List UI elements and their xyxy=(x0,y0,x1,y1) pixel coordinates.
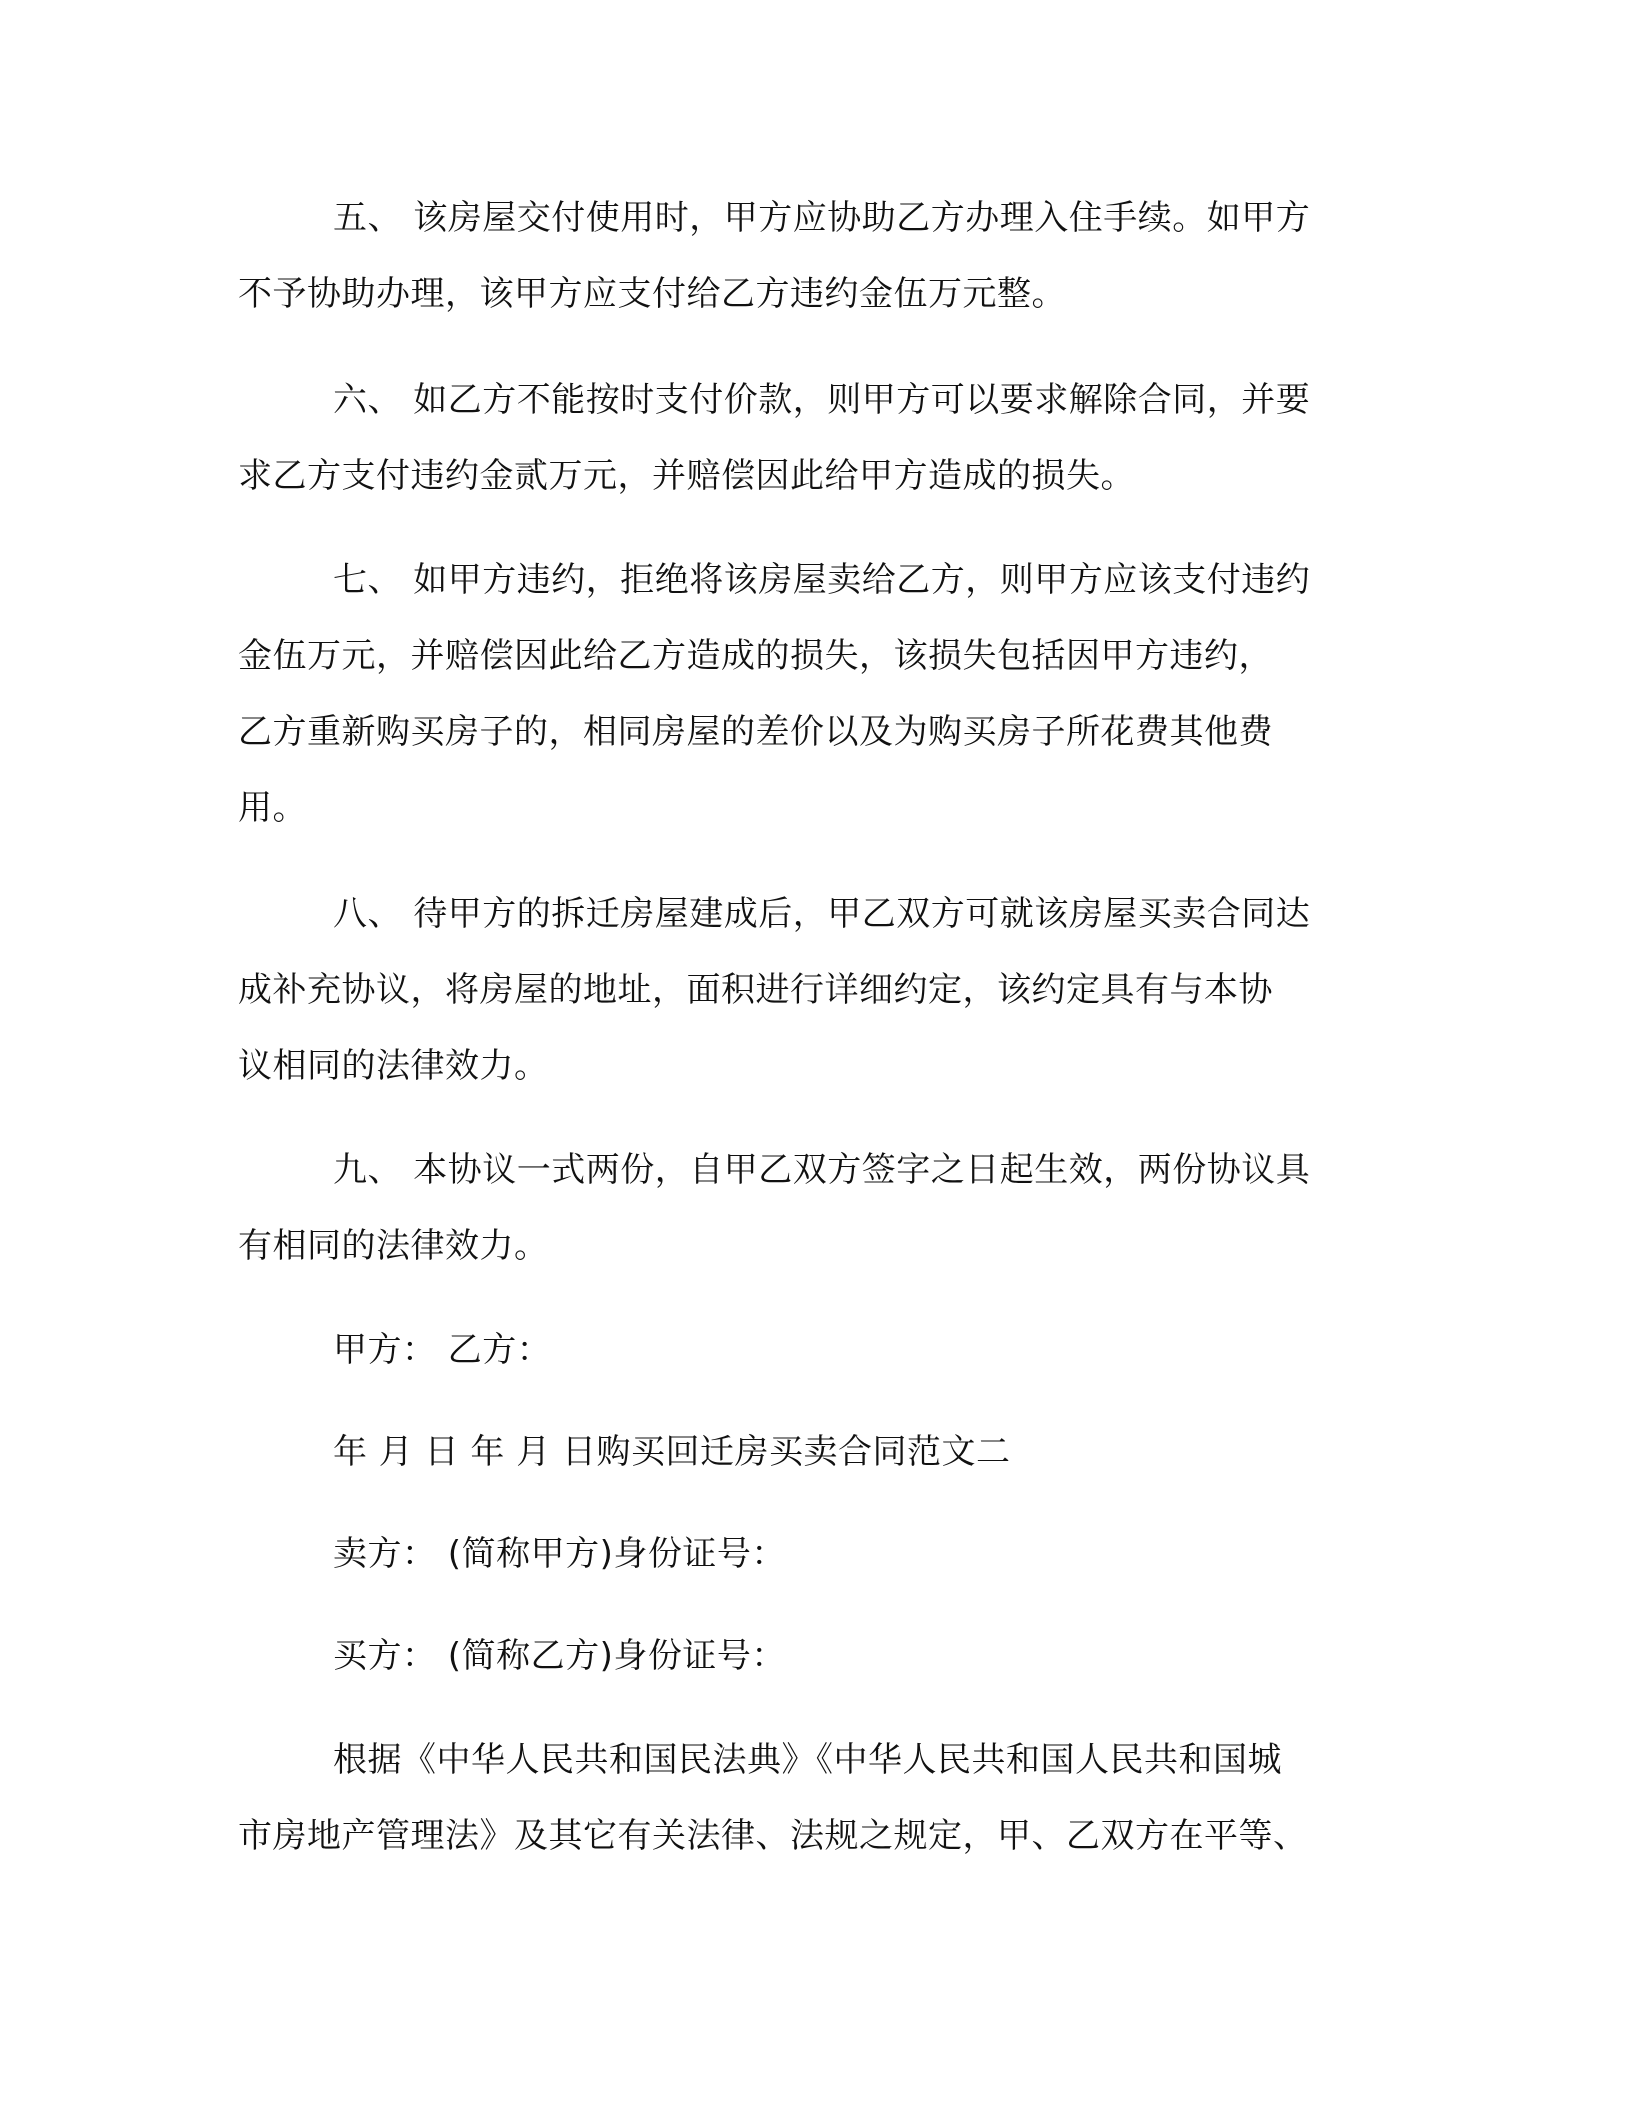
clause-7-line-2: 金伍万元，并赔偿因此给乙方造成的损失，该损失包括因甲方违约， xyxy=(238,636,1273,676)
clause-6-line-2: 求乙方支付违约金贰万元，并赔偿因此给甲方造成的损失。 xyxy=(238,456,1135,496)
clause-8-line-3: 议相同的法律效力。 xyxy=(238,1046,549,1086)
clause-9-line-2: 有相同的法律效力。 xyxy=(238,1226,549,1266)
clause-6-line-1: 六、 如乙方不能按时支付价款，则甲方可以要求解除合同，并要 xyxy=(333,380,1311,420)
clause-7-line-1: 七、 如甲方违约，拒绝将该房屋卖给乙方，则甲方应该支付违约 xyxy=(333,560,1311,600)
buyer-line: 买方： (简称乙方)身份证号： xyxy=(333,1636,786,1676)
signature-line: 甲方： 乙方： xyxy=(333,1330,552,1370)
date-and-title: 年 月 日 年 月 日购买回迁房买卖合同范文二 xyxy=(333,1432,1011,1472)
clause-7-line-3: 乙方重新购买房子的，相同房屋的差价以及为购买房子所花费其他费 xyxy=(238,712,1273,752)
preamble-line-2: 市房地产管理法》及其它有关法律、法规之规定，甲、乙双方在平等、 xyxy=(238,1816,1308,1856)
seller-line: 卖方： (简称甲方)身份证号： xyxy=(333,1534,786,1574)
clause-8-line-1: 八、 待甲方的拆迁房屋建成后，甲乙双方可就该房屋买卖合同达 xyxy=(333,894,1311,934)
clause-8-line-2: 成补充协议，将房屋的地址，面积进行详细约定，该约定具有与本协 xyxy=(238,970,1273,1010)
clause-7-line-4: 用。 xyxy=(238,788,307,828)
clause-5-line-2: 不予协助办理，该甲方应支付给乙方违约金伍万元整。 xyxy=(238,274,1066,314)
clause-9-line-1: 九、 本协议一式两份，自甲乙双方签字之日起生效，两份协议具 xyxy=(333,1150,1311,1190)
clause-5-line-1: 五、 该房屋交付使用时，甲方应协助乙方办理入住手续。如甲方 xyxy=(333,198,1311,238)
preamble-line-1: 根据《中华人民共和国民法典》《中华人民共和国人民共和国城 xyxy=(333,1740,1282,1780)
